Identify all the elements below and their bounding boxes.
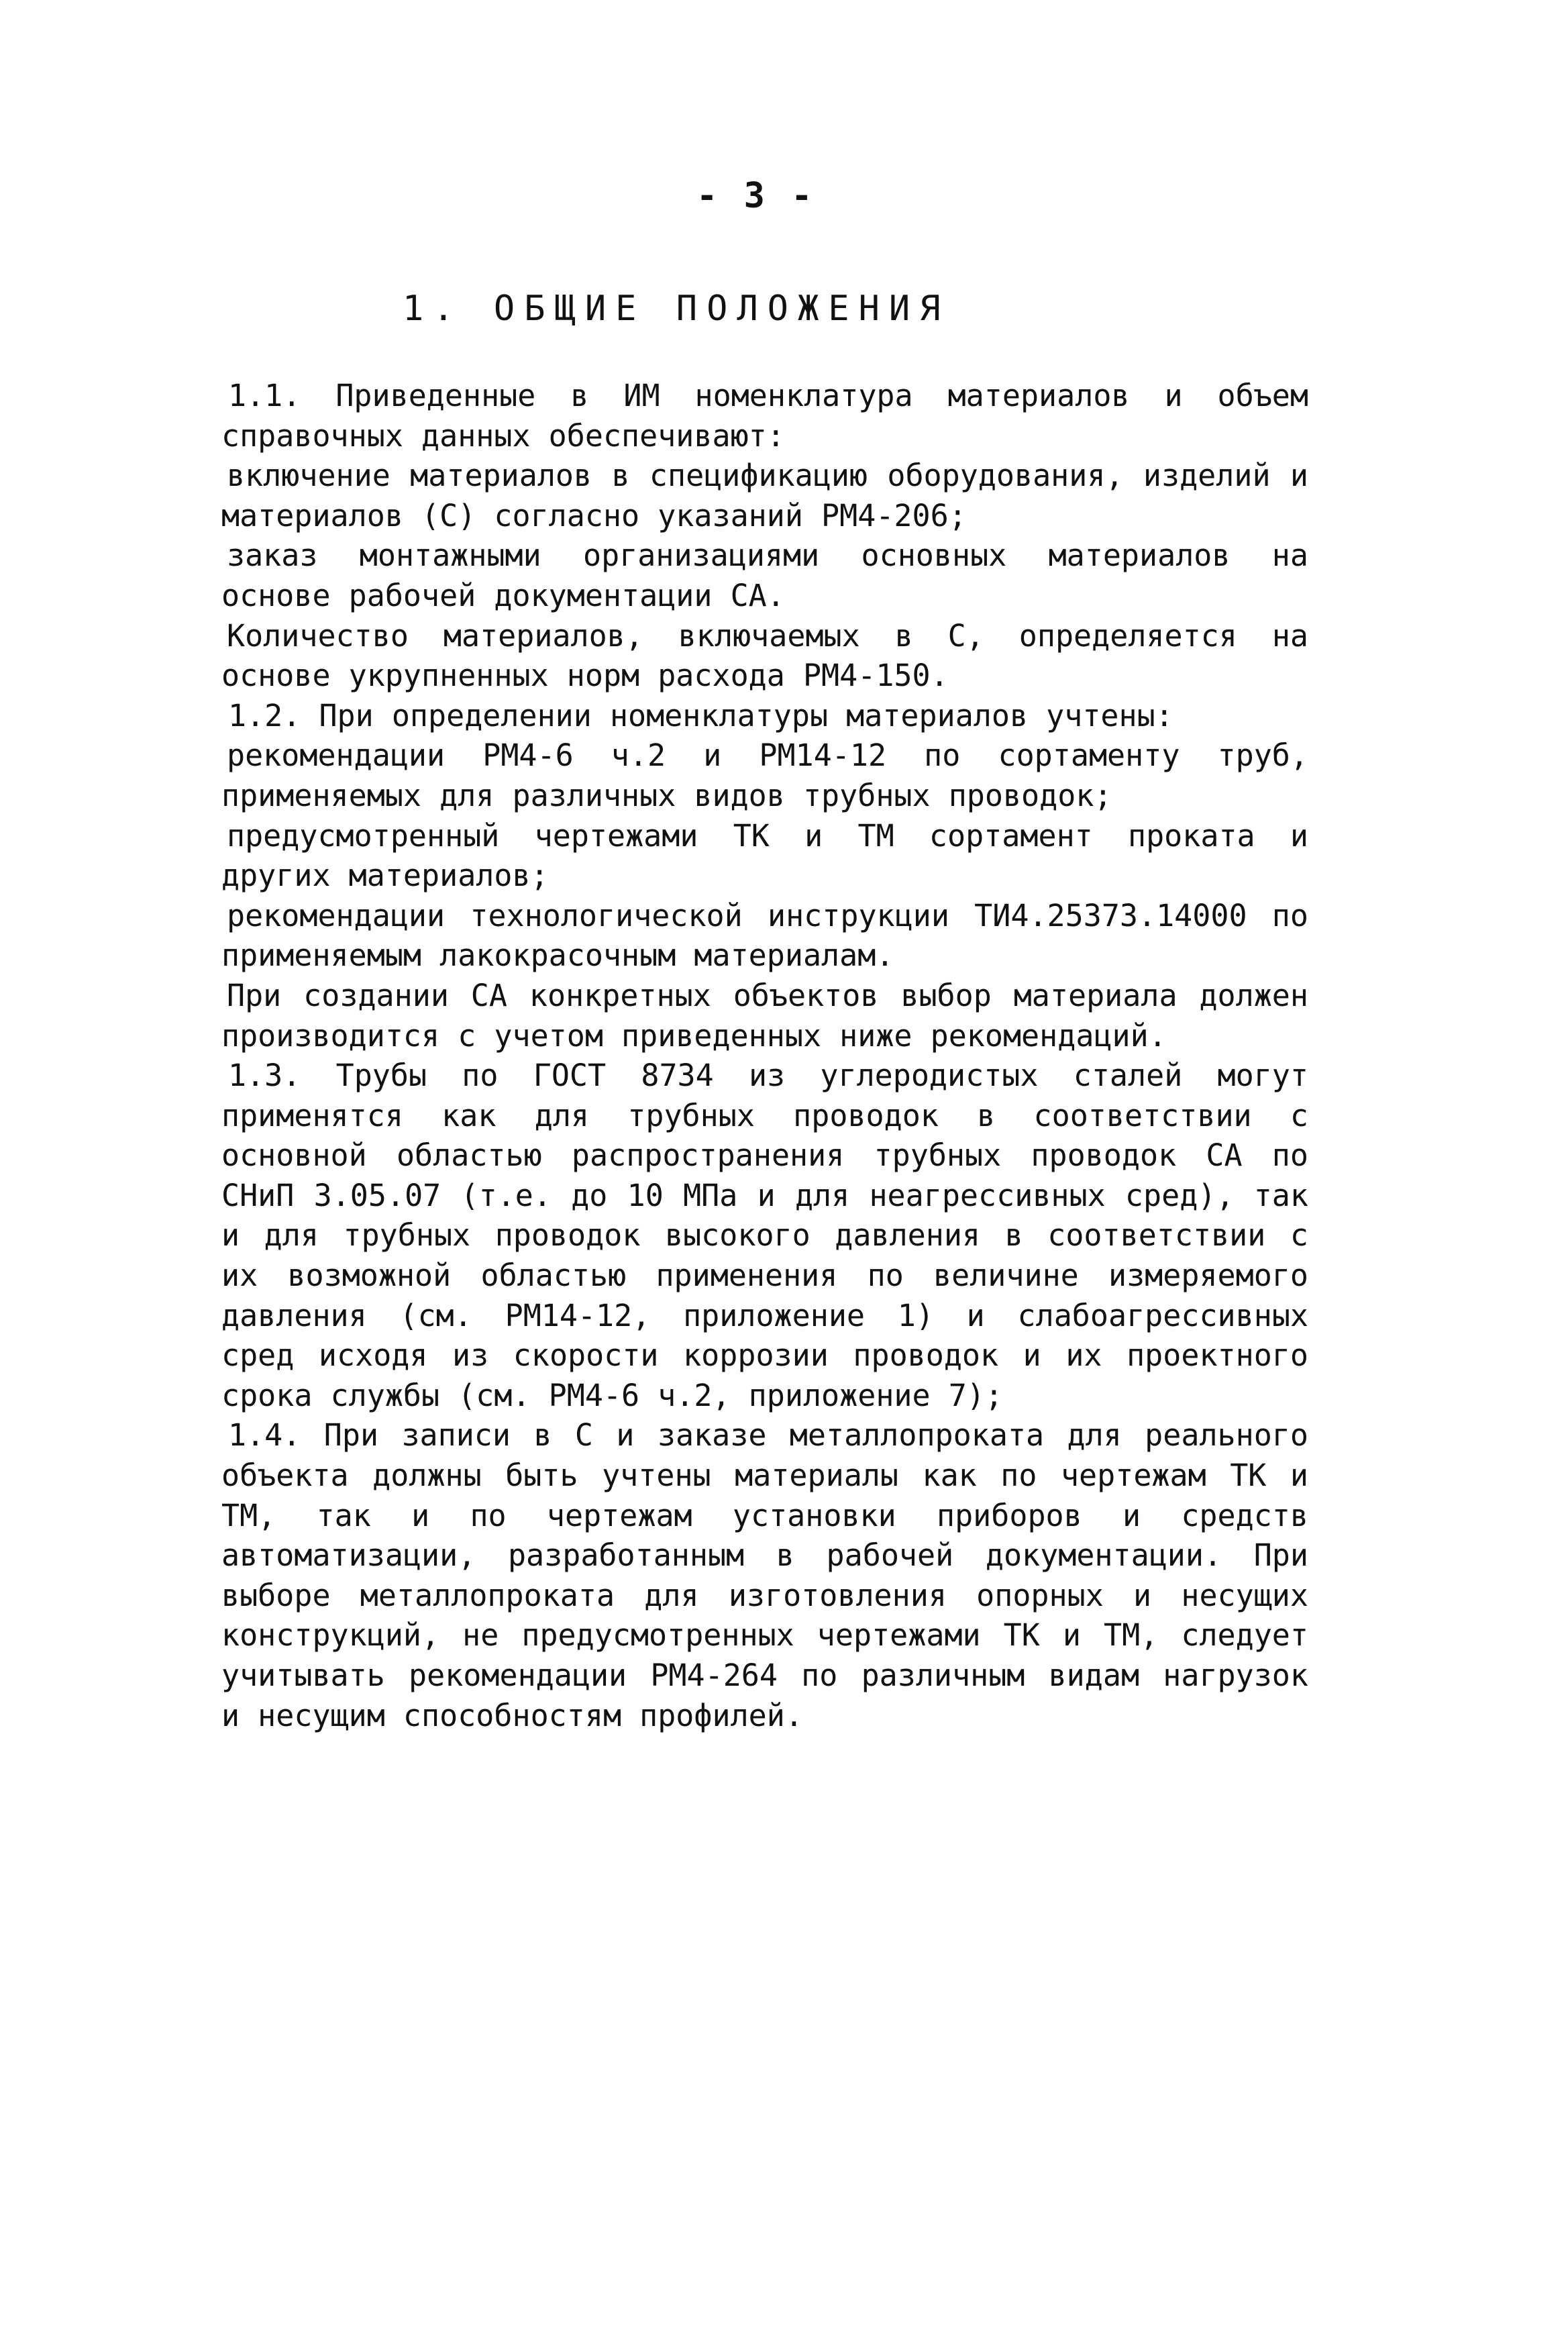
- paragraph-order: заказ монтажными организациями основных материалов на основе рабочей документации СА.: [221, 538, 1308, 613]
- paragraph-inclusion: включение материалов в спецификацию оборудования, изделий и материалов (С) согласно указаний РМ4-206;: [221, 458, 1308, 533]
- paragraph-paint-materials: рекомендации технологической инструкции ТИ4.25373.14000 по применяемым лакокрасочным материалам.: [221, 897, 1308, 974]
- body-text: [221, 376, 1308, 1735]
- paragraph-recommendations-pipes: рекомендации РМ4-6 ч.2 и РМ14-12 по сортаменту труб, применяемых для различных видов трубных проводок;: [221, 738, 1308, 813]
- paragraph-quantity: Количество материалов, включаемых в С, определяется на основе укрупненных норм расхода РМ4-150.: [221, 617, 1308, 694]
- section-title: 1. ОБЩИЕ ПОЛОЖЕНИЯ: [403, 289, 950, 329]
- paragraph-1-1: 1.1. Приведенные в ИМ номенклатура материалов и объем справочных данных обеспечивают:: [221, 378, 1308, 454]
- page-number: - 3 -: [696, 176, 815, 216]
- paragraph-selection: При создании СА конкретных объектов выбор материала должен производится с учетом приведенных ниже рекомендаций.: [221, 977, 1308, 1054]
- paragraph-1-4: 1.4. При записи в С и заказе металлопроката для реального объекта должны быть учтены материалы как по чертежам ТК и ТМ, так и по чертежам установки приборов и средств автоматизации, разработанным в рабочей документации. При выборе металлопроката для изготовления опорных и несущих конструкций, не предусмотренных чертежами ТК и ТМ, следует учитывать рекомендации РМ4-264 по различным видам нагрузок и несущим способностям профилей.: [221, 1417, 1308, 1733]
- paragraph-1-3: 1.3. Трубы по ГОСТ 8734 из углеродистых сталей могут применятся как для трубных проводок в соответствии с основной областью распространения трубных проводок СА по СНиП 3.05.07 (т.е. до 10 МПа и для неагрессивных сред), так и для трубных проводок высокого давления в соответствии с их возможной областью применения по величине измеряемого давления (см. РМ14-12, приложение 1) и слабоагрессивных сред исходя из скорости коррозии проводок и их проектного срока службы (см. РМ4-6 ч.2, приложение 7);: [221, 1058, 1308, 1413]
- paragraph-1-2: 1.2. При определении номенклатуры материалов учтены:: [228, 697, 1173, 733]
- paragraph-rolled-products: предусмотренный чертежами ТК и ТМ сортамент проката и других материалов;: [221, 817, 1308, 894]
